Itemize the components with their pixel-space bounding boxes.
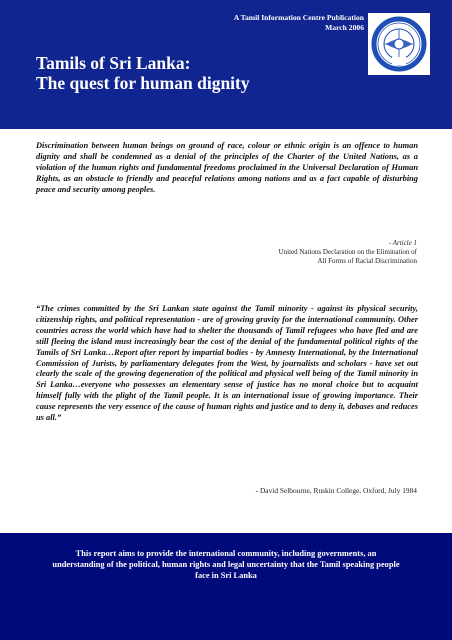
declaration-name-line-1: United Nations Declaration on the Elimination of <box>278 248 417 256</box>
globe-emblem-icon <box>368 13 430 75</box>
publisher-info <box>164 13 364 33</box>
logo-graphic <box>368 13 430 75</box>
report-aim-text: This report aims to provide the international community, including governments, an understanding of the political, human rights and legal uncertainty that the Tamil speaking people face in Sri Lanka <box>52 549 400 580</box>
page-title <box>36 53 250 93</box>
publication-date: March 2006 <box>325 23 364 32</box>
title-line-2: The quest for human dignity <box>36 73 250 93</box>
un-declaration-attribution <box>167 239 417 266</box>
publisher-name: A Tamil Information Centre Publication <box>233 13 364 22</box>
selbourne-quote: “The crimes committed by the Sri Lankan state against the Tamil minority - against its physical security, citizenship rights, and political representation - are of growing gravity for the international community. Other countries across the world which have had to shelter the thousands of Tamil refugees who have fled and are still fleeing the island must increasingly bear the cost of the denial of the fundamental political rights of the Tamils of Sri Lanka…Report after report by impartial bodies - by Amnesty International, by the International Commission of Jurists, by parliamentary delegates from the West, by journalists and scholars - have set out clearly the scale of the growing degeneration of the political and physical well being of the Tamil minority in Sri Lanka…everyone who possesses an elementary sense of justice has no moral choice but to acquaint himself fully with the plight of the Tamil people. It is an international issue of growing importance. Their cause represents the very essence of the cause of human rights and justice and to deny it, debases and reduces us all.” <box>36 304 418 423</box>
footer-banner <box>0 533 452 640</box>
article-reference: - Article 1 <box>388 239 417 247</box>
un-declaration-quote: Discrimination between human beings on ground of race, colour or ethnic origin is an offence to human dignity and shall be condemned as a denial of the principles of the Charter of the United Nations, as a violation of the human rights and fundamental freedoms proclaimed in the Universal Declaration of Human Rights, as an obstacle to friendly and peaceful relations among nations and as a fact capable of disturbing peace and security among peoples. <box>36 141 418 194</box>
title-line-1: Tamils of Sri Lanka: <box>36 53 191 73</box>
header-banner <box>0 0 452 129</box>
selbourne-attribution: - David Selbourne, Ruskin College, Oxford, July 1984 <box>255 486 417 495</box>
declaration-name-line-2: All Forms of Racial Discrimination <box>317 257 417 265</box>
